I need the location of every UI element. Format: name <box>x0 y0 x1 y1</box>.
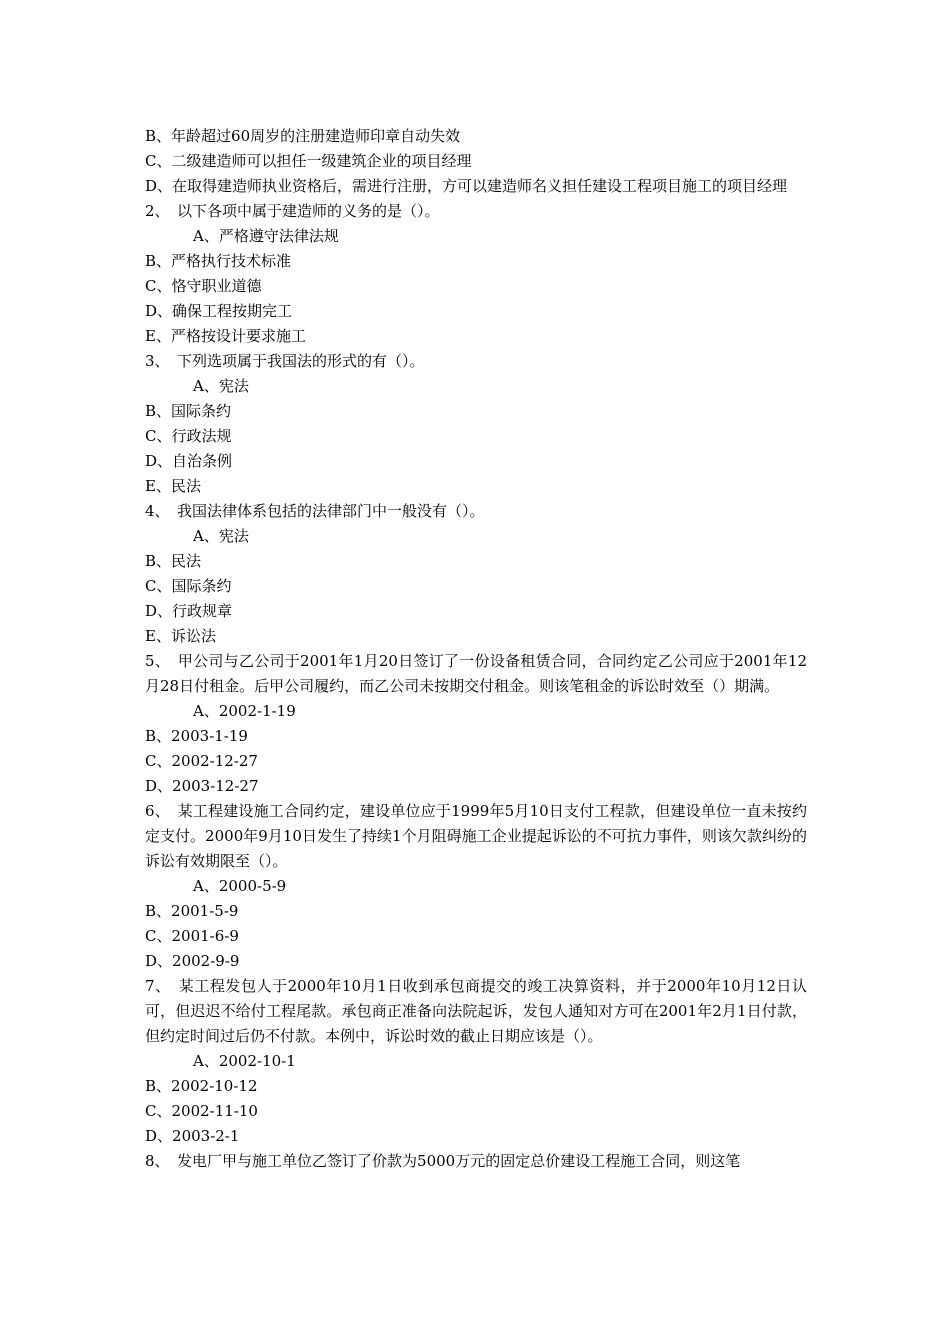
answer-option: D、自治条例 <box>145 452 233 470</box>
answer-option: C、2002-12-27 <box>145 752 258 770</box>
answer-option: C、国际条约 <box>145 577 232 595</box>
answer-option: B、年龄超过60周岁的注册建造师印章自动失效 <box>145 127 461 145</box>
answer-option: D、2003-12-27 <box>145 777 259 795</box>
answer-option: B、国际条约 <box>145 402 232 420</box>
answer-option: D、在取得建造师执业资格后，需进行注册，方可以建造师名义担任建设工程项目施工的项目经理 <box>145 177 788 195</box>
answer-option: B、2003-1-19 <box>145 727 248 745</box>
answer-option: B、2002-10-12 <box>145 1077 258 1095</box>
answer-option: C、2002-11-10 <box>145 1102 258 1120</box>
question-text: 2、 以下各项中属于建造师的义务的是（）。 <box>145 202 440 220</box>
answer-option: B、严格执行技术标准 <box>145 252 292 270</box>
answer-option: D、确保工程按期完工 <box>145 302 293 320</box>
question-text: 7、 某工程发包人于2000年10月1日收到承包商提交的竣工决算资料，并于2000年10月12日认可，但迟迟不给付工程尾款。承包商正准备向法院起诉，发包人通知对方可在2001年2月1日付款，但约定时间过后仍不付款。本例中，诉讼时效的截止日期应该是（）。 <box>145 977 807 1045</box>
answer-option: D、2003-2-1 <box>145 1127 240 1145</box>
answer-option: D、行政规章 <box>145 602 233 620</box>
answer-option: C、2001-6-9 <box>145 927 239 945</box>
answer-option: B、民法 <box>145 552 202 570</box>
answer-option: A、严格遵守法律法规 <box>193 227 339 245</box>
answer-option: E、严格按设计要求施工 <box>145 327 306 345</box>
question-text: 6、 某工程建设施工合同约定，建设单位应于1999年5月10日支付工程款，但建设单位一直未按约定支付。2000年9月10日发生了持续1个月阻碍施工企业提起诉讼的不可抗力事件，则该欠款纠纷的诉讼有效期限至（）。 <box>145 802 807 870</box>
answer-option: A、宪法 <box>193 377 249 395</box>
question-text: 4、 我国法律体系包括的法律部门中一般没有（）。 <box>145 502 485 520</box>
answer-option: A、2002-1-19 <box>193 702 296 720</box>
answer-option: D、2002-9-9 <box>145 952 240 970</box>
answer-option: B、2001-5-9 <box>145 902 239 920</box>
question-text: 3、 下列选项属于我国法的形式的有（）。 <box>145 352 425 370</box>
answer-option: C、行政法规 <box>145 427 232 445</box>
answer-option: E、民法 <box>145 477 201 495</box>
answer-option: C、二级建造师可以担任一级建筑企业的项目经理 <box>145 152 472 170</box>
answer-option: E、诉讼法 <box>145 627 216 645</box>
question-text: 5、 甲公司与乙公司于2001年1月20日签订了一份设备租赁合同，合同约定乙公司应于2001年12月28日付租金。后甲公司履约，而乙公司未按期交付租金。则该笔租金的诉讼时效至（）期满。 <box>145 652 807 695</box>
answer-option: A、2002-10-1 <box>193 1052 296 1070</box>
answer-option: A、2000-5-9 <box>193 877 287 895</box>
document-body <box>145 124 807 1174</box>
question-text: 8、 发电厂甲与施工单位乙签订了价款为5000万元的固定总价建设工程施工合同，则这笔 <box>145 1152 741 1170</box>
answer-option: A、宪法 <box>193 527 249 545</box>
answer-option: C、恪守职业道德 <box>145 277 262 295</box>
